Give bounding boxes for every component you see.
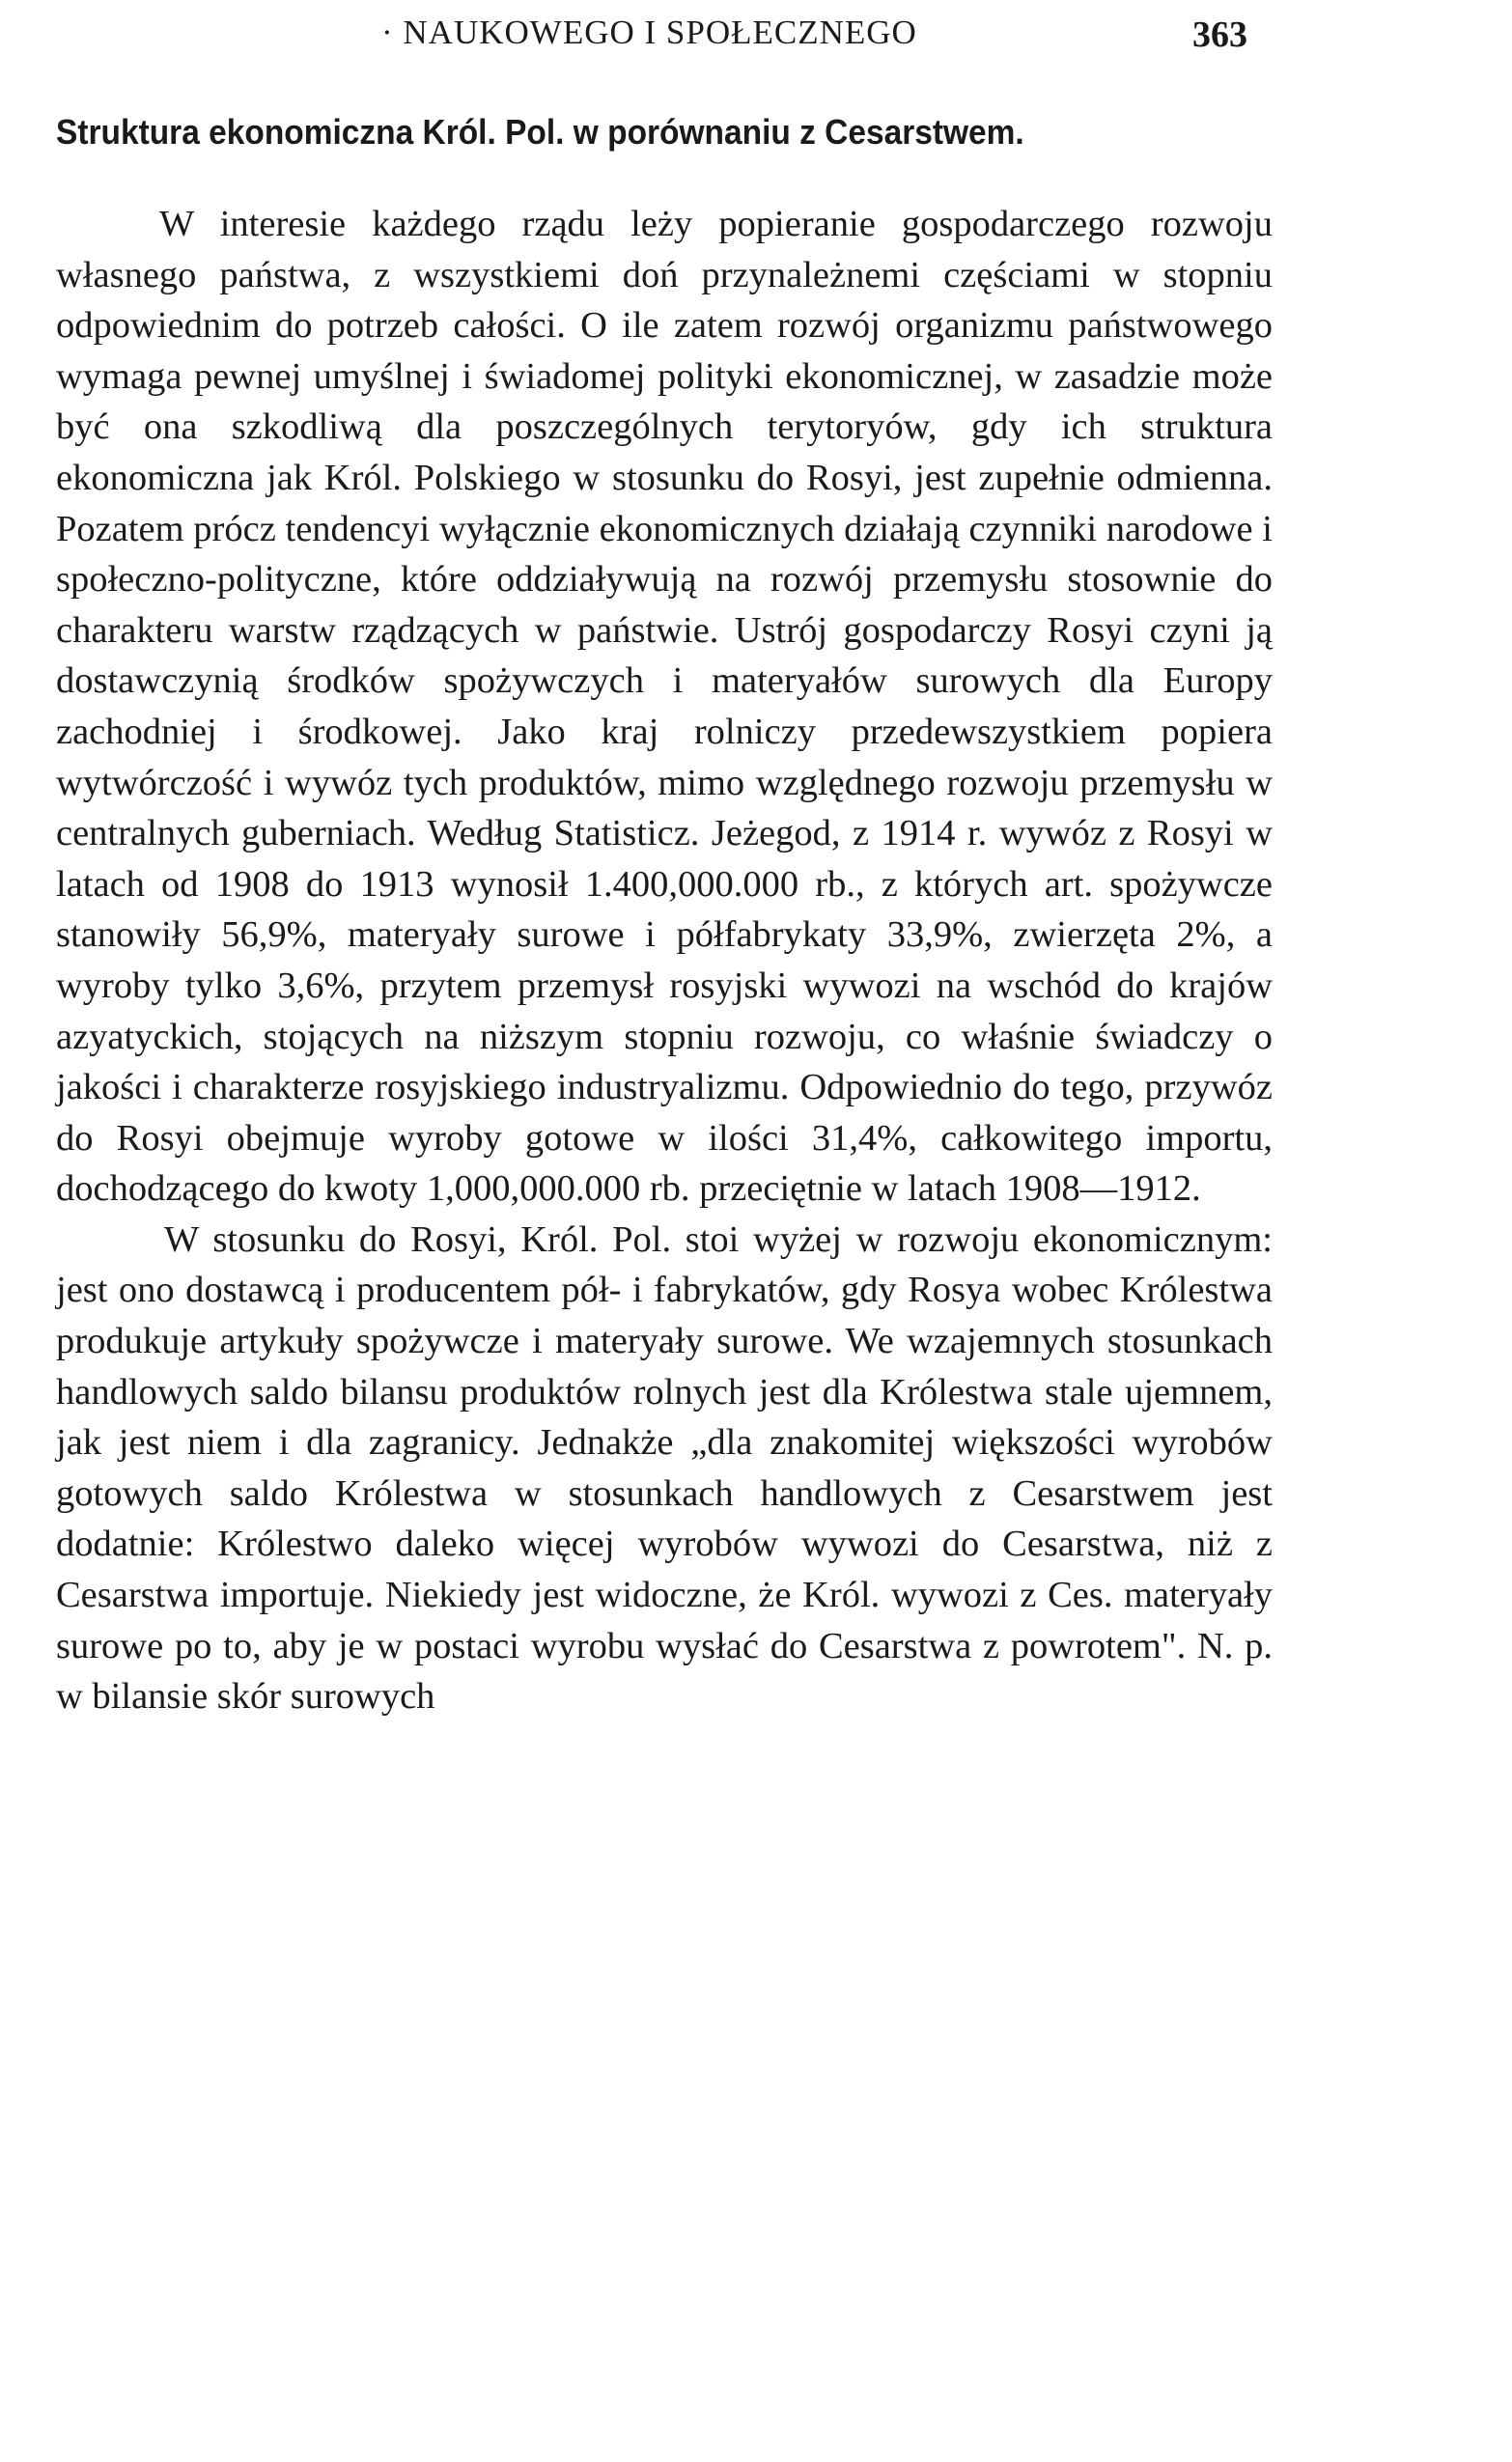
paragraph-2: W stosunku do Rosyi, Król. Pol. stoi wyżej w rozwoju ekonomicznym: jest ono dostawcą i producentem pół- i fabrykatów, gdy Rosya wobec Królestwa produkuje artykuły spożywcze i materyały surowe. We wzajemnych stosunkach handlowych saldo bilansu produktów rolnych jest dla Królestwa stale ujemnem, jak jest niem i dla zagranicy. Jednakże „dla znakomitej większości wyrobów gotowych saldo Królestwa w stosunkach handlowych z Cesarstwem jest dodatnie: Królestwo daleko więcej wyrobów wywozi do Cesarstwa, niż z Cesarstwa importuje. Niekiedy jest widoczne, że Król. wywozi z Ces. materyały surowe po to, aby je w postaci wyrobu wysłać do Cesarstwa z powrotem". N. p. w bilansie skór surowych <box>56 1218 1273 1718</box>
section-title: Struktura ekonomiczna Król. Pol. w porównaniu z Cesarstwem. <box>56 112 1024 152</box>
paragraph-1: W interesie każdego rządu leży popieranie gospodarczego rozwoju własnego państwa, z wszystkiemi doń przynależnemi częściami w stopniu odpowiednim do potrzeb całości. O ile zatem rozwój organizmu państwowego wymaga pewnej umyślnej i świadomej polityki ekonomicznej, w zasadzie może być ona szkodliwą dla poszczególnych terytoryów, gdy ich struktura ekonomiczna jak Król. Polskiego w stosunku do Rosyi, jest zupełnie odmienna. Pozatem prócz tendencyi wyłącznie ekonomicznych działają czynniki narodowe i społeczno-polityczne, które oddziaływują na rozwój przemysłu stosownie do charakteru warstw rządzących w państwie. Ustrój gospodarczy Rosyi czyni ją dostawczynią środków spożywczych i materyałów surowych dla Europy zachodniej i środkowej. Jako kraj rolniczy przedewszystkiem popiera wytwórczość i wywóz tych produktów, mimo względnego rozwoju przemysłu w centralnych guberniach. Według Statisticz. Jeżegod, z 1914 r. wywóz z Rosyi w latach od 1908 do 1913 wynosił 1.400,000.000 rb., z których art. spożywcze stanowiły 56,9%, materyały surowe i półfabrykaty 33,9%, zwierzęta 2%, a wyroby tylko 3,6%, przytem przemysł rosyjski wywozi na wschód do krajów azyatyckich, stojących na niższym stopniu rozwoju, co właśnie świadczy o jakości i charakterze rosyjskiego industryalizmu. Odpowiednio do tego, przywóz do Rosyi obejmuje wyroby gotowe w ilości 31,4%, całkowitego importu, dochodzącego do kwoty 1,000,000.000 rb. przeciętnie w latach 1908—1912. <box>56 204 1273 1210</box>
body-text <box>56 199 1273 1722</box>
page-number: 363 <box>1192 14 1247 55</box>
running-title: · NAUKOWEGO I SPOŁECZNEGO <box>381 14 917 51</box>
running-head <box>0 14 1512 64</box>
